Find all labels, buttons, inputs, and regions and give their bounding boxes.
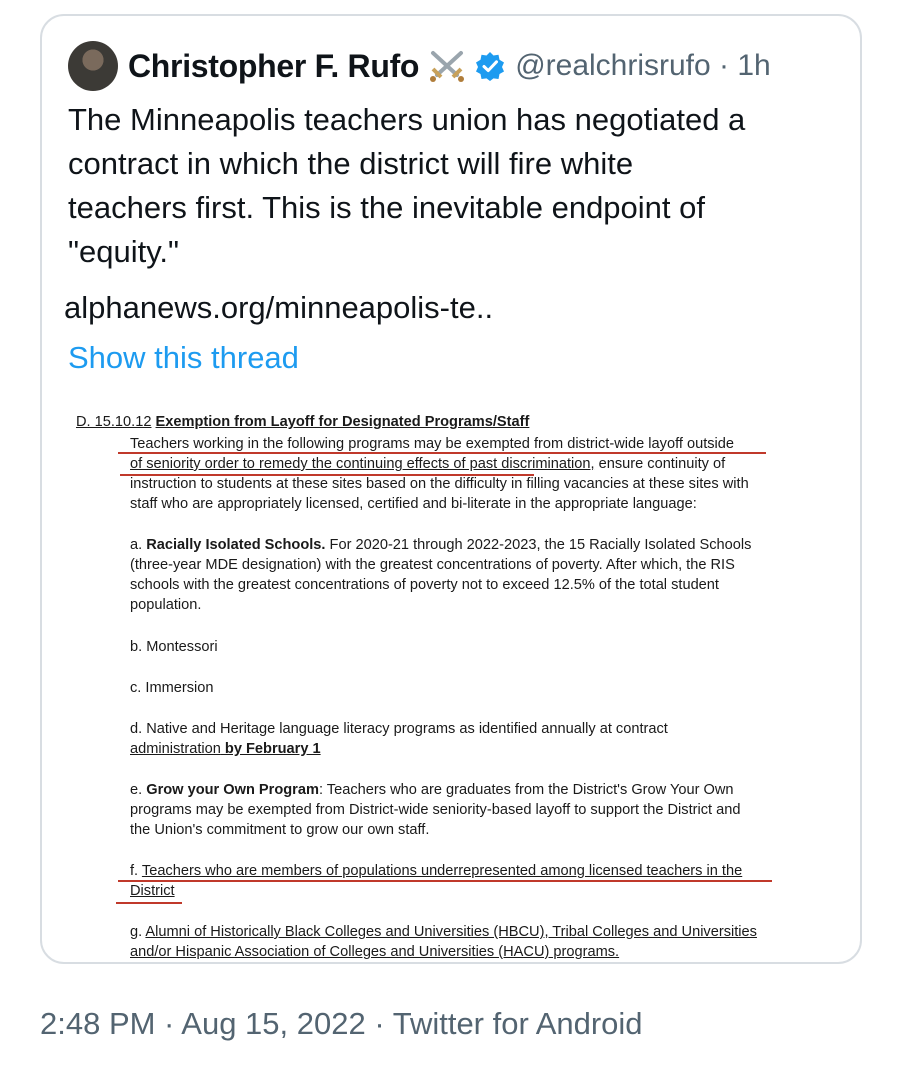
item-f-label: f.	[130, 863, 142, 879]
item-a-title: Racially Isolated Schools.	[146, 537, 326, 553]
doc-item-d: d. Native and Heritage language literacy programs as identified annually at contract	[130, 721, 668, 737]
doc-item-d-line	[130, 741, 321, 757]
doc-item-e	[130, 782, 734, 798]
doc-item-f	[130, 863, 742, 879]
red-underline	[116, 902, 182, 904]
tweet-text-line: The Minneapolis teachers union has negotiated a	[68, 102, 746, 137]
handle-and-time[interactable]: @realchrisrufo · 1h	[515, 49, 771, 82]
doc-item-a-line: population.	[130, 597, 202, 613]
red-underline	[120, 474, 534, 476]
doc-intro-rest: ensure continuity of	[594, 456, 726, 472]
doc-item-a-line: (three-year MDE designation) with the greatest concentrations of poverty. After which, the RIS	[130, 557, 735, 573]
doc-intro-underlined: of seniority order to remedy the continuing effects of past discrimination,	[130, 456, 595, 472]
tweet-text-line: "equity."	[68, 234, 180, 269]
doc-item-b: b. Montessori	[130, 639, 218, 655]
doc-item-f-line: District	[130, 883, 175, 899]
doc-intro-line	[130, 456, 725, 472]
item-d-date: by February 1	[220, 741, 321, 757]
doc-item-g	[130, 924, 757, 940]
doc-intro-line: instruction to students at these sites based on the difficulty in filling vacancies at these sites with	[130, 476, 749, 492]
tweet-card[interactable]	[40, 14, 862, 964]
doc-intro-line: staff who are appropriately licensed, certified and bi-literate in the appropriate language:	[130, 496, 697, 512]
tweet-header	[68, 40, 771, 92]
doc-item-e-line: the Union's commitment to grow our own staff.	[130, 822, 430, 838]
avatar[interactable]	[68, 41, 118, 91]
red-underline	[118, 452, 766, 454]
doc-item-a-line: schools with the greatest concentrations of poverty not to exceed 12.5% of the total student	[130, 577, 719, 593]
doc-intro-line: Teachers working in the following programs may be exempted from district-wide layoff outside	[130, 436, 735, 452]
doc-item-a	[130, 537, 751, 553]
tweet-meta[interactable]: 2:48 PM · Aug 15, 2022 · Twitter for Android	[40, 1006, 643, 1041]
red-underline	[118, 880, 772, 882]
document-image[interactable]	[62, 414, 842, 964]
tweet-text-line: teachers first. This is the inevitable endpoint of	[68, 190, 705, 225]
doc-heading	[76, 414, 529, 430]
item-a-text: For 2020-21 through 2022-2023, the 15 Racially Isolated Schools	[325, 537, 752, 553]
item-e-label: e.	[130, 782, 147, 798]
verified-badge-icon	[475, 51, 505, 81]
doc-item-e-line: programs may be exempted from District-wide seniority-based layoff to support the District and	[130, 802, 741, 818]
doc-item-g-line: and/or Hispanic Association of Colleges and Universities (HACU) programs.	[130, 944, 620, 960]
crossed-swords-icon	[427, 49, 467, 83]
item-g-label: g.	[130, 924, 146, 940]
tweet-text-line: contract in which the district will fire white	[68, 146, 634, 181]
item-e-title: Grow your Own Program	[146, 782, 319, 798]
doc-heading-title: Exemption from Layoff for Designated Programs/Staff	[155, 414, 530, 430]
author-name[interactable]: Christopher F. Rufo	[128, 47, 420, 84]
doc-item-c: c. Immersion	[130, 680, 214, 696]
item-d-admin: administration	[130, 741, 221, 757]
item-f-text: Teachers who are members of populations underrepresented among licensed teachers in the	[141, 863, 743, 879]
item-a-label: a.	[130, 537, 147, 553]
item-g-text: Alumni of Historically Black Colleges and Universities (HBCU), Tribal Colleges and Universities	[145, 924, 757, 940]
item-e-text: : Teachers who are graduates from the District's Grow Your Own	[318, 782, 734, 798]
show-thread-link[interactable]: Show this thread	[68, 340, 299, 375]
article-link[interactable]: alphanews.org/minneapolis-te..	[64, 290, 494, 325]
doc-heading-number: D. 15.10.12	[76, 414, 152, 430]
